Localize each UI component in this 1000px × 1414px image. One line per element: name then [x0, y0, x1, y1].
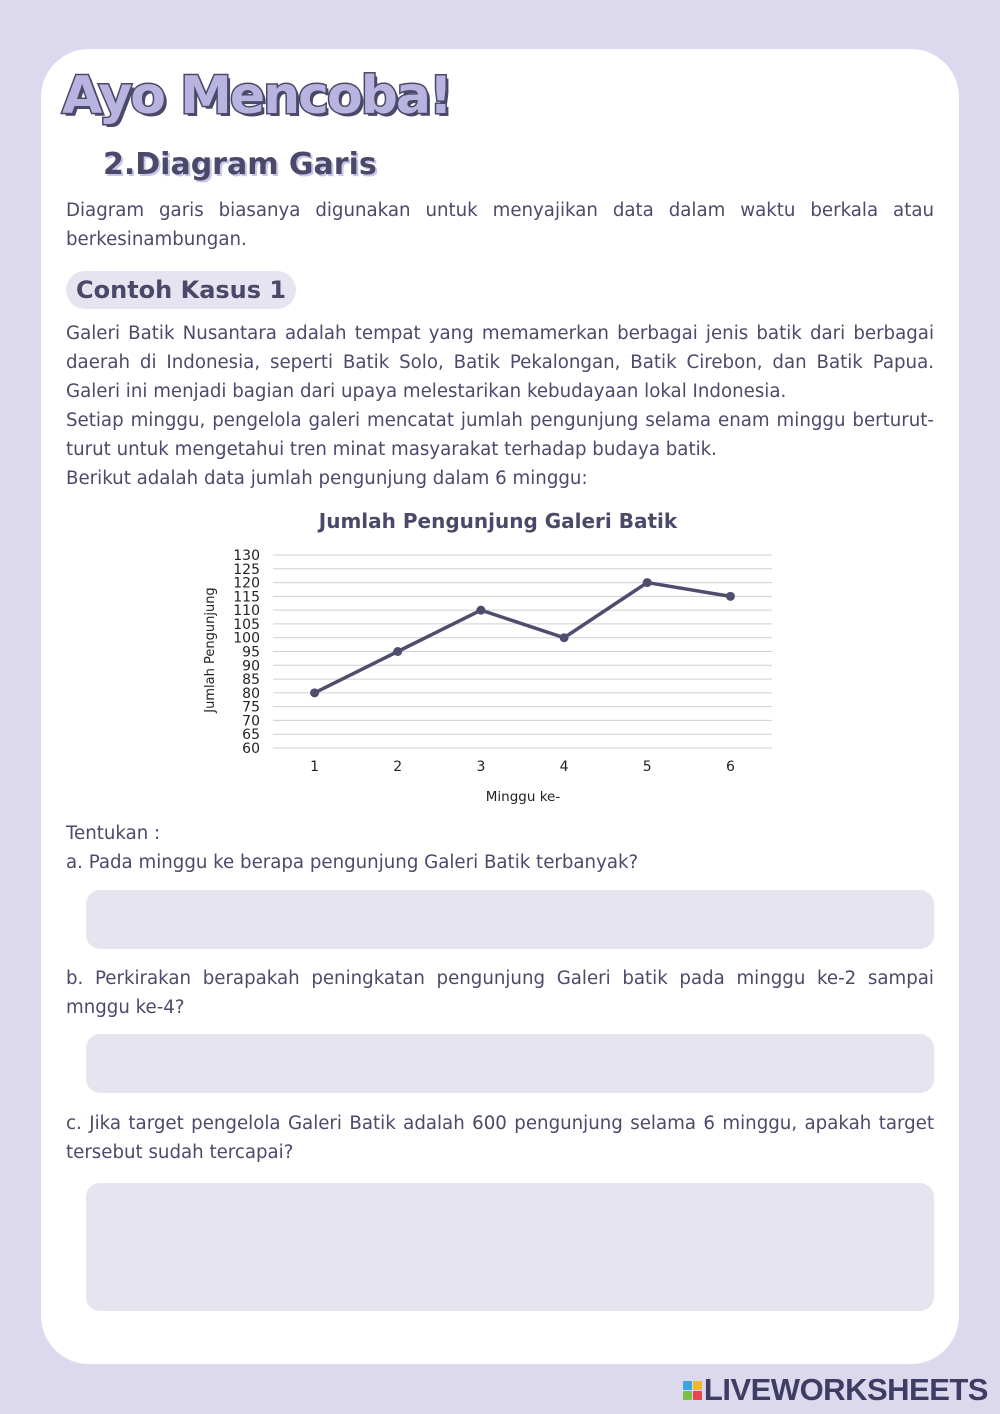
case-paragraph-2: Setiap minggu, pengelola galeri mencatat jumlah pengunjung selama enam minggu berturut-turut untuk mengetahui tren minat masyarakat terhadap budaya batik. — [66, 410, 934, 460]
y-tick-label: 105 — [233, 616, 260, 633]
x-tick-label: 3 — [476, 759, 486, 775]
y-tick-label: 100 — [233, 630, 260, 647]
y-tick-label: 95 — [242, 644, 260, 661]
y-tick-label: 110 — [233, 603, 260, 620]
case-paragraph-3: Berikut adalah data jumlah pengunjung dalam 6 minggu: — [66, 468, 588, 489]
y-tick-label: 65 — [242, 727, 260, 744]
data-point — [560, 633, 569, 642]
y-axis-label: Jumlah Pengunjung — [203, 587, 218, 713]
questions-intro: Tentukan : — [66, 823, 161, 844]
y-tick-label: 120 — [233, 575, 260, 592]
section-title: 2.Diagram Garis — [103, 147, 377, 182]
data-point — [393, 647, 402, 656]
line-chart — [195, 500, 795, 815]
question-a: a. Pada minggu ke berapa pengunjung Galeri Batik terbanyak? — [66, 852, 639, 873]
chart-title: Jumlah Pengunjung Galeri Batik — [318, 509, 678, 533]
data-point — [476, 606, 485, 615]
x-tick-label: 4 — [559, 759, 569, 775]
answer-box-c[interactable] — [86, 1183, 934, 1311]
y-tick-label: 60 — [242, 741, 260, 757]
brand-name: LIVEWORKSHEETS — [703, 1372, 988, 1407]
intro-text: Diagram garis biasanya digunakan untuk menyajikan data dalam waktu berkala atau berkesinambungan. — [66, 200, 934, 250]
x-tick-label: 5 — [642, 759, 652, 775]
page-title: Ayo Mencoba! — [62, 66, 451, 126]
y-tick-label: 80 — [242, 685, 260, 702]
y-tick-label: 70 — [242, 713, 260, 730]
footer-brand[interactable] — [683, 1372, 988, 1408]
question-c: c. Jika target pengelola Galeri Batik adalah 600 pengunjung selama 6 minggu, apakah target tersebut sudah tercapai? — [66, 1113, 934, 1163]
answer-box-a[interactable] — [86, 890, 934, 949]
x-axis-label: Minggu ke- — [485, 789, 561, 805]
y-tick-label: 125 — [233, 561, 260, 578]
y-tick-label: 90 — [242, 658, 260, 675]
y-tick-label: 130 — [233, 548, 260, 564]
x-tick-label: 1 — [310, 759, 320, 775]
x-tick-label: 6 — [725, 759, 735, 775]
answer-box-b[interactable] — [86, 1034, 934, 1093]
data-point — [310, 688, 319, 697]
case-paragraph-1: Galeri Batik Nusantara adalah tempat yang memamerkan berbagai jenis batik dari berbagai daerah di Indonesia, seperti Batik Solo, Batik Pekalongan, Batik Cirebon, dan Batik Papua. Galeri ini menjadi bagian dari upaya melestarikan kebudayaan lokal Indonesia. — [66, 323, 934, 402]
data-point — [643, 578, 652, 587]
data-point — [726, 592, 735, 601]
question-b: b. Perkirakan berapakah peningkatan pengunjung Galeri batik pada minggu ke-2 sampai mnggu ke-4? — [66, 968, 934, 1018]
y-tick-label: 115 — [233, 589, 260, 606]
x-tick-label: 2 — [393, 759, 403, 775]
y-tick-label: 75 — [242, 699, 260, 716]
y-tick-label: 85 — [242, 672, 260, 689]
liveworksheets-logo-icon — [683, 1381, 702, 1400]
case-label: Contoh Kasus 1 — [66, 271, 296, 309]
